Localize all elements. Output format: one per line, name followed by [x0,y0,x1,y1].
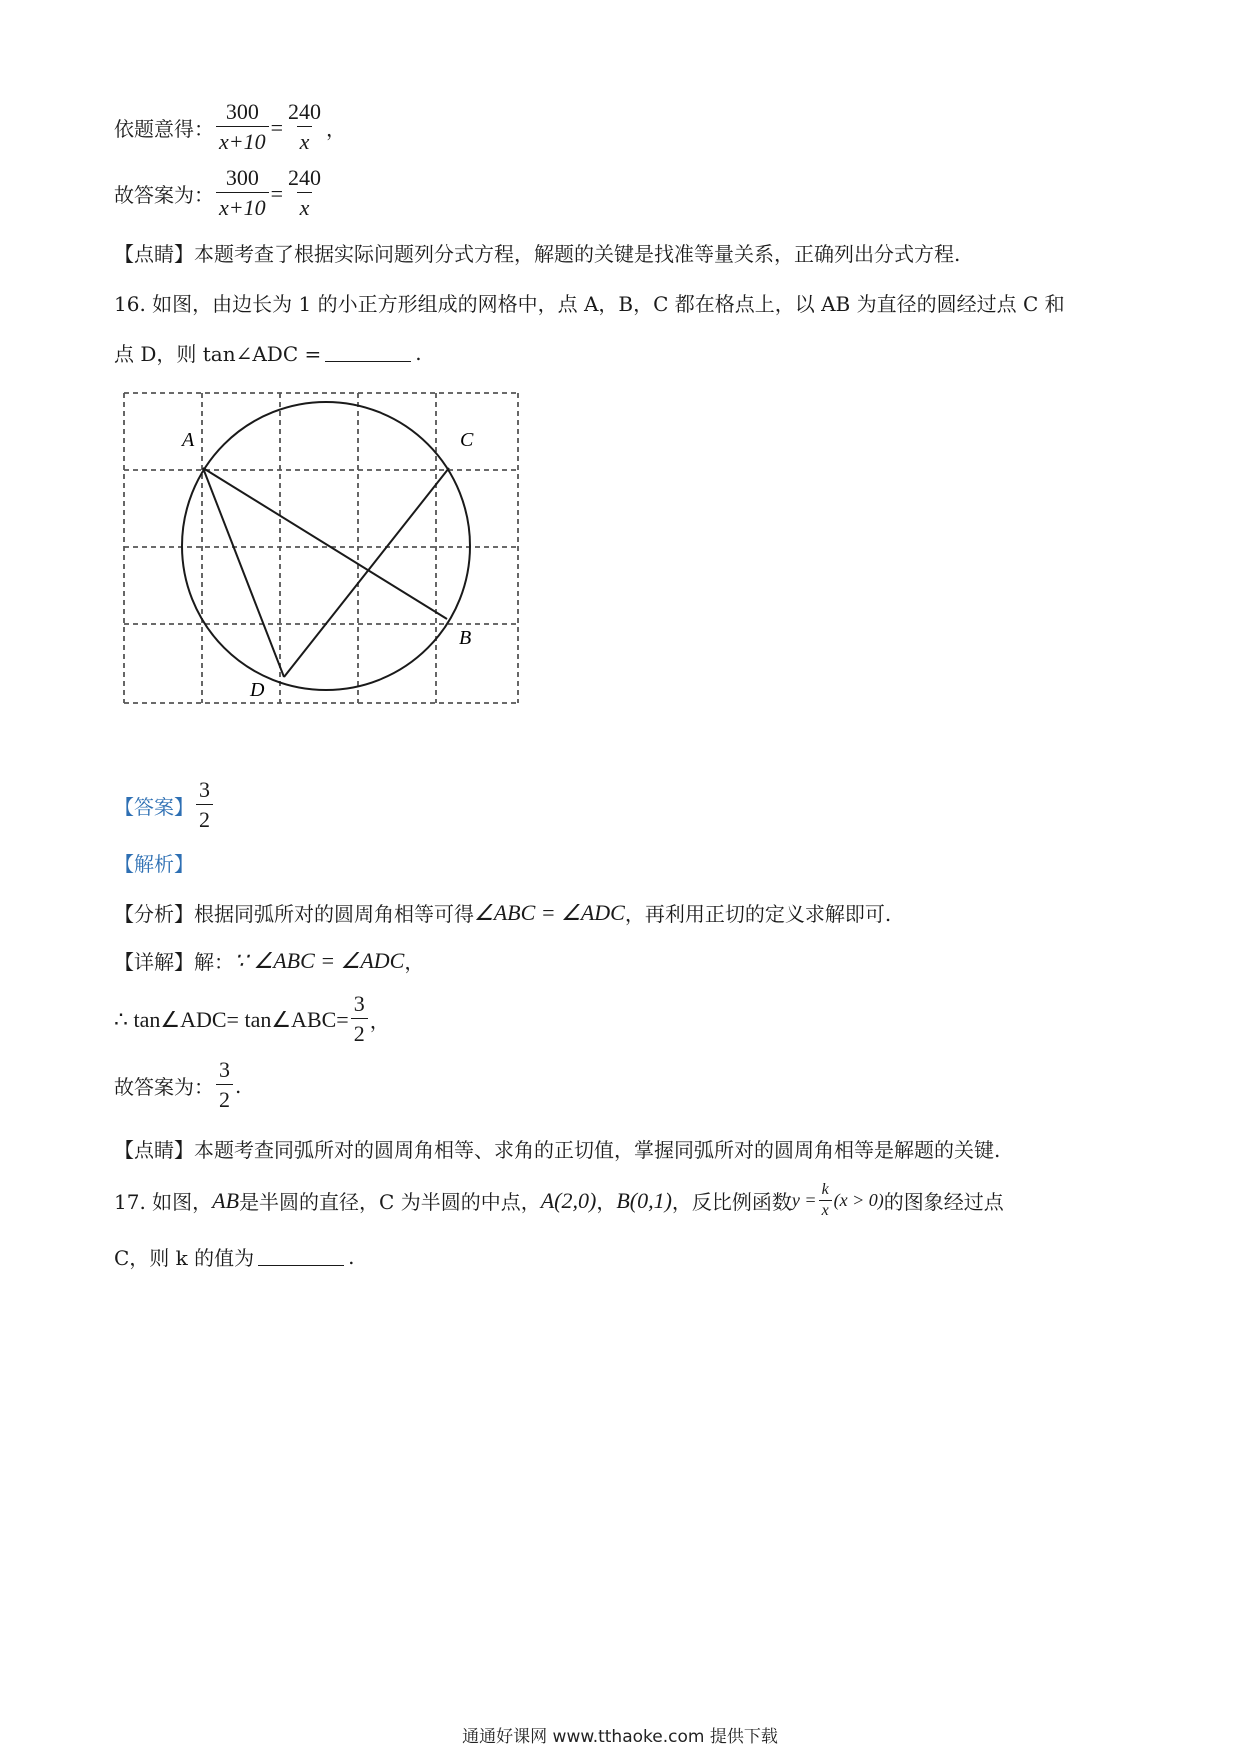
label-b: B [459,627,472,649]
fraction-240: $\frac{240}{x}$ [285,164,324,223]
answer-line [114,776,215,835]
dianjing-line: 【点睛】本题考查了根据实际问题列分式方程，解题的关键是找准等量关系，正确列出分式方程. [114,242,961,266]
therefore-line: ∴ tan∠ADC= tan∠ABC= $\frac{3}{2}$ ， [114,990,390,1049]
chord-cd [284,468,449,677]
prefix-text: 依题意得： [114,117,214,141]
answer-blank[interactable] [258,1247,344,1266]
final-answer-line: 故答案为： $\frac{3}{2}$ . [114,1056,241,1115]
label-c: C [460,429,474,451]
equation-line-1: 依题意得： $\frac{300}{x+10}$ = $\frac{240}{x}$ ， [114,98,346,157]
question-16-line-2: 点 D，则 tan∠ADC = . [114,340,422,366]
answer-fraction: $\frac{3}{2}$ [196,776,213,835]
question-17-line-2: C，则 k 的值为 . [114,1244,355,1270]
chord-ad [203,468,284,677]
circle-grid-figure [110,380,550,720]
fenxi-line: 【分析】根据同弧所对的圆周角相等可得 ∠ABC = ∠ADC ，再利用正切的定义求解即可. [114,899,892,926]
label-d: D [250,679,265,701]
analysis-tag: 【解析】 [114,852,194,876]
question-17-line-1: 17. 如图， AB 是半圆的直径，C 为半圆的中点， A(2,0) ， B(0,1) ，反比例函数 y = $\frac{k}{x}$ (x > 0) 的图象经过点 [114,1181,1004,1219]
equation-line-2: 故答案为： $\frac{300}{x+10}$ = $\frac{240}{x}$ [114,164,326,223]
label-a: A [182,429,195,451]
footer-text: 通通好课网 www.tthaoke.com 提供下载 [462,1727,778,1747]
question-16-line-1: 16. 如图，由边长为 1 的小正方形组成的网格中，点 A，B，C 都在格点上，以 AB 为直径的圆经过点 C 和 [114,292,1065,316]
fraction-240: $\frac{240}{x}$ [285,98,324,157]
chords [203,468,449,677]
final-answer-fraction: $\frac{3}{2}$ [216,1056,233,1115]
circle [182,402,470,690]
therefore-fraction: $\frac{3}{2}$ [351,990,368,1049]
fraction-300: $\frac{300}{x+10}$ [216,98,269,157]
dianjing-line-2: 【点睛】本题考查同弧所对的圆周角相等、求角的正切值，掌握同弧所对的圆周角相等是解题的关键. [114,1138,1001,1162]
prefix-text: 故答案为： [114,183,214,207]
chord-ab [203,468,447,619]
fraction-300: $\frac{300}{x+10}$ [216,164,269,223]
answer-tag: 【答案】 [114,795,194,819]
function-fraction: $\frac{k}{x}$ [819,1180,832,1221]
xiangjie-line: 【详解】解： ∵ ∠ABC = ∠ADC ， [114,947,425,974]
answer-blank[interactable] [325,343,411,362]
